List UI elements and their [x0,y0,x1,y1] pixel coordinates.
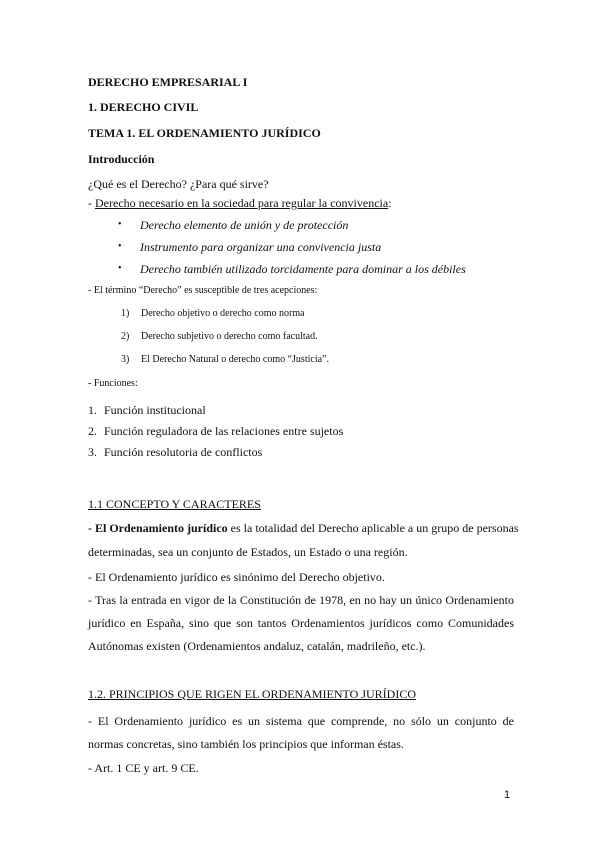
course-title: DERECHO EMPRESARIAL I [88,75,248,89]
bullet-item: Derecho elemento de unión y de protección [140,218,349,232]
part-title: 1. DERECHO CIVIL [88,100,199,114]
bullet-item: Instrumento para organizar una convivencia justa [140,240,382,254]
funciones-label: - Funciones: [88,378,138,389]
principios-p2: - Art. 1 CE y art. 9 CE. [88,761,199,775]
funcion-number: 1. [88,403,97,417]
concepto-p1-line1 [88,522,519,534]
bullet-item: Derecho también utilizado torcidamente para dominar a los débiles [140,262,466,276]
acepcion-text: Derecho objetivo o derecho como norma [141,308,305,319]
funcion-number: 3. [88,445,97,459]
need-suffix: : [388,196,392,210]
intro-heading: Introducción [88,152,155,166]
section-heading-principios: 1.2. PRINCIPIOS QUE RIGEN EL ORDENAMIENTO JURÍDICO [88,687,416,701]
concepto-p1-line2: determinadas, sea un conjunto de Estados, un Estado o una región. [88,545,408,559]
need-underlined: Derecho necesario en la sociedad para regular la convivencia [95,196,389,210]
acepcion-number: 2) [121,331,130,342]
principios-p1-line1: - El Ordenamiento jurídico es un sistema que comprende, no sólo un conjunto de [88,714,514,728]
principios-p1-line2: normas concretas, sino también los principios que informan éstas. [88,737,404,751]
funcion-number: 2. [88,424,97,438]
bullet-marker: • [118,219,122,230]
term-line: - El término “Derecho” es susceptible de tres acepciones: [88,285,318,296]
tema-title: TEMA 1. EL ORDENAMIENTO JURÍDICO [88,126,321,140]
funcion-text: Función institucional [104,403,206,417]
acepcion-number: 3) [121,354,130,365]
section-heading-concepto: 1.1 CONCEPTO Y CARACTERES [88,497,261,511]
acepcion-text: Derecho subjetivo o derecho como facultad. [141,331,318,342]
concepto-p2: - El Ordenamiento jurídico es sinónimo del Derecho objetivo. [88,570,385,584]
concepto-p3-line2: jurídico en España, sino que son tantos Ordenamientos jurídicos como Comunidades [88,616,514,630]
intro-question: ¿Qué es el Derecho? ¿Para qué sirve? [88,177,269,191]
concepto-p1-rest: es la totalidad del Derecho aplicable a un grupo de personas [227,521,519,535]
concepto-p3-line1: - Tras la entrada en vigor de la Constitución de 1978, en no hay un único Ordenamiento [88,593,514,607]
need-prefix: - [88,196,95,210]
page-number: 1 [504,789,511,801]
bullet-marker: • [118,241,122,252]
funcion-text: Función reguladora de las relaciones entre sujetos [104,424,344,438]
ordenamiento-bold: - El Ordenamiento jurídico [88,521,228,535]
funcion-text: Función resolutoria de conflictos [104,445,263,459]
bullet-marker: • [118,263,122,274]
acepcion-text: El Derecho Natural o derecho como “Justicia”. [141,354,329,365]
intro-need-line [88,197,392,209]
acepcion-number: 1) [121,308,130,319]
concepto-p3-line3: Autónomas existen (Ordenamientos andaluz, catalán, madrileño, etc.). [88,639,426,653]
